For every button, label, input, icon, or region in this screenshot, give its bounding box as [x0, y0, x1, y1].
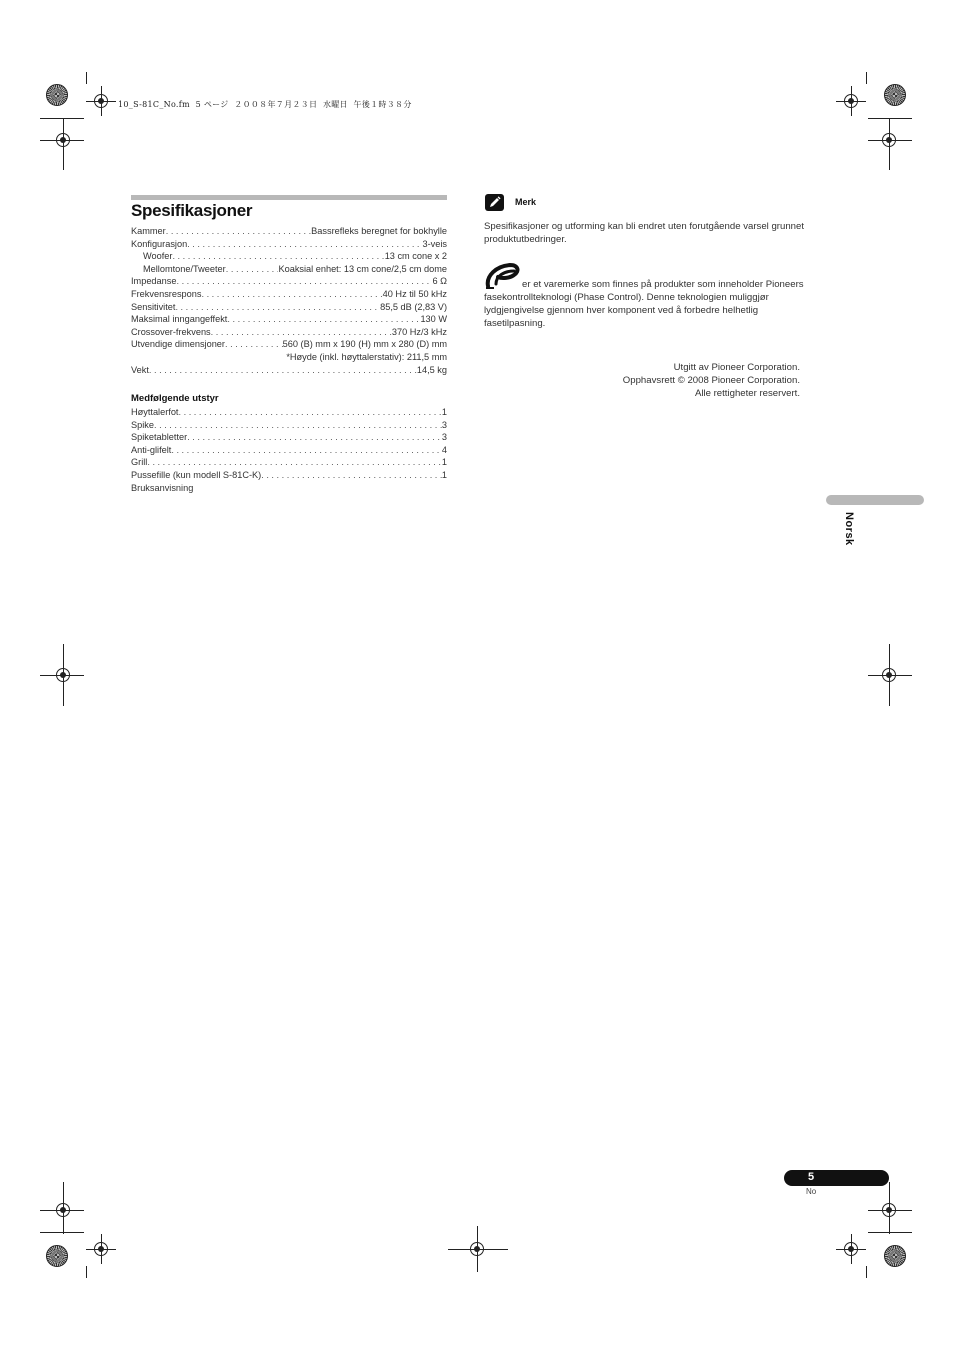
spec-value: 3-veis: [422, 238, 447, 249]
spec-row: [131, 301, 447, 314]
language-label: Norsk: [843, 512, 855, 546]
list-item: Bruksanvisning: [131, 482, 194, 493]
publisher-info: [560, 361, 800, 400]
spec-row-weight: [131, 364, 447, 377]
page-title: Spesifikasjoner: [131, 201, 253, 220]
registration-disc-top-right: [884, 84, 906, 106]
spec-row: [131, 238, 447, 251]
copyright-line: Opphavsrett © 2008 Pioneer Corporation.: [622, 375, 800, 386]
spec-label: Utvendige dimensjoner: [131, 339, 225, 350]
language-tab-bar: [826, 495, 924, 505]
note-text: Spesifikasjoner og utforming kan bli endret uten forutgående varsel grunnet produktutbedringer.: [484, 221, 804, 245]
registration-disc-top-left: [46, 84, 68, 106]
dimension-note: *Høyde (inkl. høyttalerstativ): 211,5 mm: [286, 351, 447, 362]
spec-value: Koaksial enhet: 13 cm cone/2,5 cm dome: [278, 263, 447, 274]
spec-value: 130 W: [420, 314, 447, 325]
spec-label: Impedanse: [131, 276, 177, 287]
spec-row: [131, 263, 447, 276]
spec-label: Konfigurasjon: [131, 238, 188, 249]
spec-label: Maksimal inngangeffekt: [131, 314, 228, 325]
list-item: Grill . . . 1: [131, 456, 447, 469]
page-number-badge: [784, 1170, 889, 1186]
pencil-icon: [485, 194, 504, 211]
spec-value: 6 Ω: [432, 276, 447, 287]
spec-label: Mellomtone/Tweeter: [143, 263, 226, 274]
spec-row: [131, 275, 447, 288]
list-item: Anti-glifelt . . . 4: [131, 444, 447, 457]
spec-row: [131, 338, 447, 351]
spec-label: Woofer: [143, 251, 173, 262]
spec-value: 370 Hz/3 kHz: [391, 326, 447, 337]
page-number: 5: [808, 1171, 815, 1183]
spec-value: 14,5 kg: [416, 364, 447, 375]
registration-disc-bottom-right: [884, 1245, 906, 1267]
note-label: Merk: [515, 197, 537, 207]
spec-row: [131, 313, 447, 326]
list-item: Spiketabletter . . . 3: [131, 431, 447, 444]
spec-label: Frekvensrespons: [131, 288, 202, 299]
spec-label: Crossover-frekvens: [131, 326, 211, 337]
spec-value: 40 Hz til 50 kHz: [382, 288, 447, 299]
print-file-header: 10_S-81C_No.fm 5 ページ ２００８年７月２３日 水曜日 午後１時３８分: [118, 100, 412, 109]
spec-list: [131, 225, 447, 376]
accessory-list: [131, 406, 447, 494]
spec-row: [131, 225, 447, 238]
spec-label: Sensitivitet: [131, 301, 176, 312]
page-language-code: No: [806, 1187, 817, 1196]
accessories-heading: Medfølgende utstyr: [131, 393, 219, 404]
spec-value: 85,5 dB (2,83 V): [380, 301, 447, 312]
publisher-line: Utgitt av Pioneer Corporation.: [673, 362, 800, 373]
spec-label: Vekt: [131, 364, 149, 375]
spec-row: [131, 326, 447, 339]
registration-disc-bottom-left: [46, 1245, 68, 1267]
list-item: Spike . . . 3: [131, 419, 447, 432]
rights-line: Alle rettigheter reservert.: [694, 388, 800, 399]
spec-row: [131, 288, 447, 301]
spec-value: 13 cm cone x 2: [384, 251, 447, 262]
spec-label: Kammer: [131, 226, 166, 236]
spec-value: 560 (B) mm x 190 (H) mm x 280 (D) mm: [282, 339, 447, 350]
spec-row: [131, 250, 447, 263]
list-item: Høyttalerfot . . . 1: [131, 406, 447, 419]
title-bar: [131, 195, 447, 200]
spec-value: Bassrefleks beregnet for bokhylle: [311, 226, 447, 236]
list-item: Pussefille (kun modell S-81C-K) . . . 1: [131, 469, 447, 482]
trademark-text: er et varemerke som finnes på produkter som inneholder Pioneers fasekontrollteknologi (Phase Control). Denne teknologien muliggjør lydgjengivelse gjennom hver komponent ved å forbedre helhetlig fasetilpasning.: [484, 279, 804, 329]
